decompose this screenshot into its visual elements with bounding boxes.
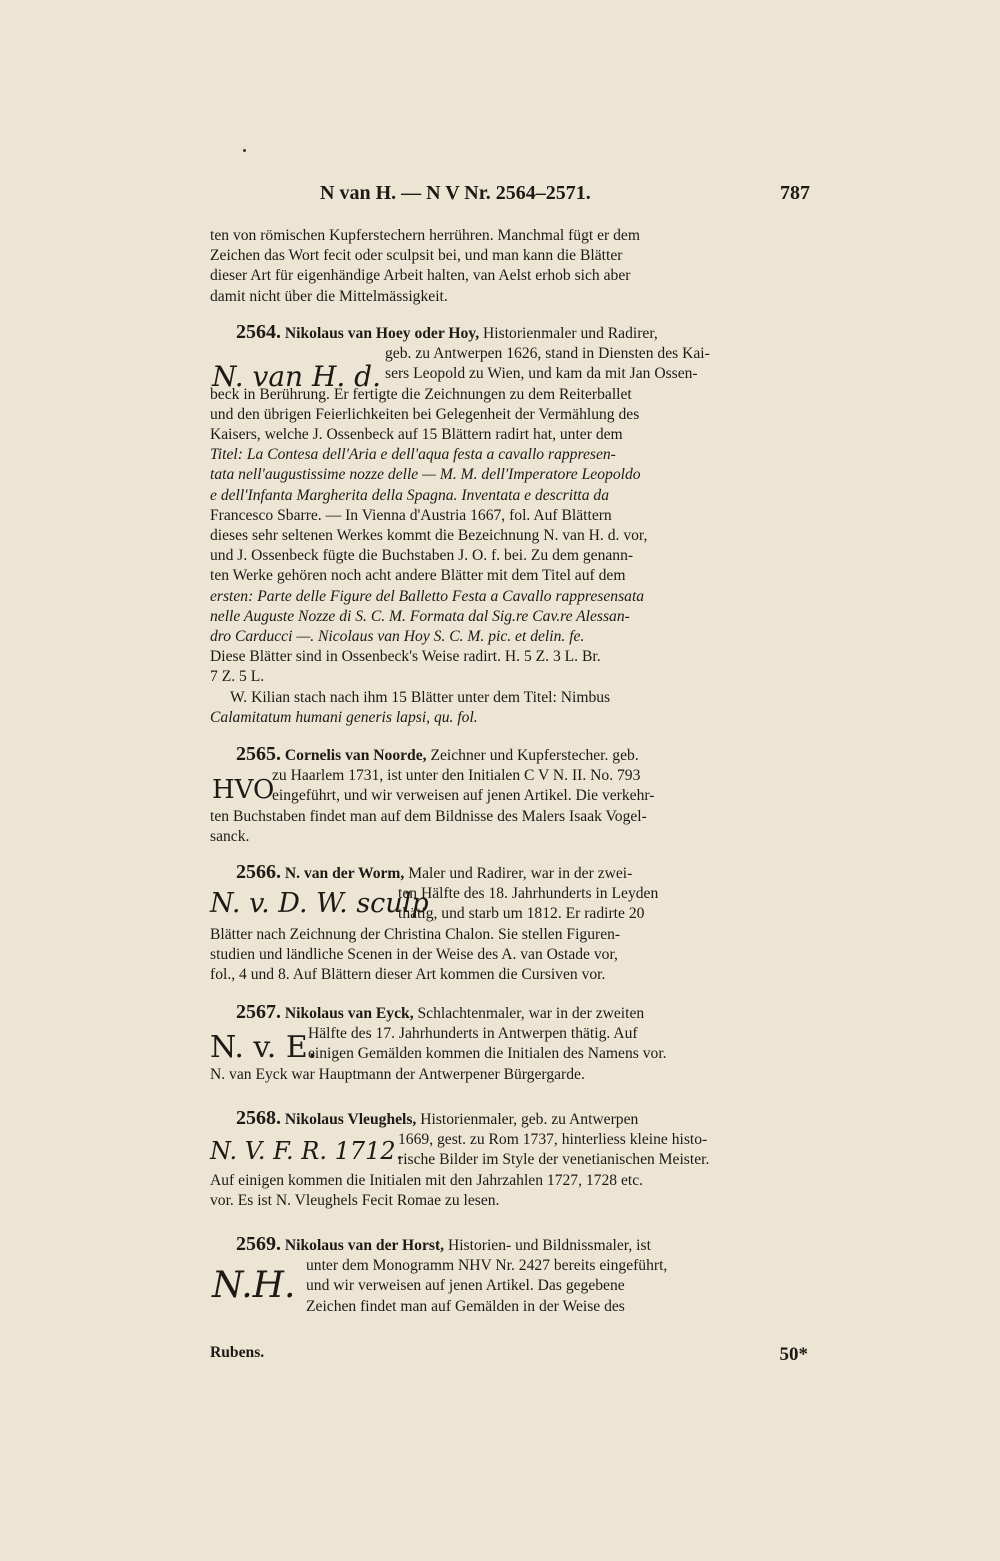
text-line: und den übrigen Feierlichkeiten bei Gelegenheit der Vermählung des xyxy=(210,405,640,423)
text-line: nelle Auguste Nozze di S. C. M. Formata dal Sig.re Cav.re Alessan- xyxy=(210,607,630,625)
entry-name: Nikolaus van Eyck, xyxy=(284,1005,414,1022)
entry-heading xyxy=(210,322,808,344)
text-line: damit nicht über die Mittelmässigkeit. xyxy=(210,287,448,305)
text-line: beck in Berührung. Er fertigte die Zeichnungen zu dem Reiterballet xyxy=(210,385,632,403)
text-line: tata nell'augustissime nozze delle — M. M. dell'Imperatore Leopoldo xyxy=(210,466,641,484)
text-line: vor. Es ist N. Vleughels Fecit Romae zu lesen. xyxy=(210,1191,500,1209)
text-line: einigen Gemälden kommen die Initialen des Namens vor. xyxy=(308,1045,667,1063)
text-line: 7 Z. 5 L. xyxy=(210,668,265,686)
text-line: Diese Blätter sind in Ossenbeck's Weise radirt. H. 5 Z. 3 L. Br. xyxy=(210,648,601,666)
text-line: Zeichen findet man auf Gemälden in der Weise des xyxy=(306,1297,625,1315)
monogram-n-v-f-r-1712: N. V. F. R. 1712. xyxy=(210,1137,404,1165)
entry-2569 xyxy=(210,1234,808,1317)
monogram-n-van-h-d: N. van H. d. xyxy=(212,360,381,393)
entry-name: Nikolaus Vleughels, xyxy=(284,1111,417,1128)
text-line: Historien- und Bildnissmaler, ist xyxy=(447,1237,651,1254)
text-line: Zeichner und Kupferstecher. geb. xyxy=(430,747,639,764)
entry-name: N. van der Worm, xyxy=(284,865,405,882)
text-line: und J. Ossenbeck fügte die Buchstaben J. O. f. bei. Zu dem genann- xyxy=(210,547,634,565)
entry-number: 2565. xyxy=(236,744,281,765)
text-line: Auf einigen kommen die Initialen mit den Jahrzahlen 1727, 1728 etc. xyxy=(210,1171,644,1189)
continued-word: Rubens. xyxy=(210,1344,265,1361)
entry-name: Cornelis van Noorde, xyxy=(284,747,427,764)
text-line: studien und ländliche Scenen in der Weise des A. van Ostade vor, xyxy=(210,945,618,963)
entry-name: Nikolaus van Hoey oder Hoy, xyxy=(284,325,480,342)
text-line: geb. zu Antwerpen 1626, stand in Diensten des Kai- xyxy=(385,345,710,363)
text-line: zu Haarlem 1731, ist unter den Initialen C V N. II. No. 793 xyxy=(272,767,641,785)
entry-heading xyxy=(210,862,808,884)
text-line: W. Kilian stach nach ihm 15 Blätter unter dem Titel: Nimbus xyxy=(230,688,611,706)
text-line: unter dem Monogramm NHV Nr. 2427 bereits eingeführt, xyxy=(306,1257,668,1275)
monogram-n-v-e: N. v. E. xyxy=(210,1030,318,1065)
entry-heading xyxy=(210,744,808,766)
text-line: Blätter nach Zeichnung der Christina Chalon. Sie stellen Figuren- xyxy=(210,925,621,943)
text-line: thätig, und starb um 1812. Er radirte 20 xyxy=(398,905,645,923)
text-line: Hälfte des 17. Jahrhunderts in Antwerpen thätig. Auf xyxy=(308,1025,638,1043)
entry-number: 2569. xyxy=(236,1234,281,1255)
text-line: und wir verweisen auf jenen Artikel. Das gegebene xyxy=(306,1277,625,1295)
text-line: sers Leopold zu Wien, und kam da mit Jan Ossen- xyxy=(385,365,698,383)
monogram-nh: N.H. xyxy=(212,1265,296,1306)
entry-number: 2566. xyxy=(236,862,281,883)
text-line: e dell'Infanta Margherita della Spagna. Inventata e descritta da xyxy=(210,486,610,504)
page-speck xyxy=(243,149,246,152)
page-number: 787 xyxy=(780,182,810,204)
monogram-n-v-d-w-sculp: N. v. D. W. sculp xyxy=(210,888,429,919)
text-line: Titel: La Contesa dell'Aria e dell'aqua festa a cavallo rappresen- xyxy=(210,446,616,464)
text-line: Historienmaler, geb. zu Antwerpen xyxy=(420,1111,639,1128)
text-line: sanck. xyxy=(210,827,250,845)
text-line: eingeführt, und wir verweisen auf jenen Artikel. Die verkehr- xyxy=(272,787,655,805)
text-line: ten Werke gehören noch acht andere Blätter mit dem Titel auf dem xyxy=(210,567,626,585)
text-line: dieser Art für eigenhändige Arbeit halten, van Aelst erhob sich aber xyxy=(210,267,631,285)
text-line: ten Hälfte des 18. Jahrhunderts in Leyden xyxy=(398,885,659,903)
signature-mark: 50* xyxy=(779,1344,808,1365)
entry-number: 2567. xyxy=(236,1002,281,1023)
entry-number: 2564. xyxy=(236,322,281,343)
text-line: dro Carducci —. Nicolaus van Hoy S. C. M. pic. et delin. fe. xyxy=(210,628,585,646)
entry-2565 xyxy=(210,744,808,847)
text-line: Historienmaler und Radirer, xyxy=(483,325,658,342)
intro-paragraph xyxy=(210,226,808,307)
text-line: Calamitatum humani generis lapsi, qu. fol. xyxy=(210,708,478,726)
entry-number: 2568. xyxy=(236,1108,281,1129)
entry-heading xyxy=(210,1108,808,1130)
text-line: Zeichen das Wort fecit oder sculpsit bei, und man kann die Blätter xyxy=(210,247,623,265)
entry-heading xyxy=(210,1234,808,1256)
text-line: ten von römischen Kupferstechern herrühren. Manchmal fügt er dem xyxy=(210,227,640,244)
running-header xyxy=(210,182,810,210)
monogram-hvo: HVO xyxy=(212,775,275,805)
text-line: fol., 4 und 8. Auf Blättern dieser Art kommen die Cursiven vor. xyxy=(210,966,606,984)
entry-heading xyxy=(210,1002,808,1024)
text-line: 1669, gest. zu Rom 1737, hinterliess kleine histo- xyxy=(398,1131,708,1149)
text-line: Maler und Radirer, war in der zwei- xyxy=(408,865,633,882)
text-line: Kaisers, welche J. Ossenbeck auf 15 Blättern radirt hat, unter dem xyxy=(210,426,623,444)
text-line: rische Bilder im Style der venetianischen Meister. xyxy=(398,1151,710,1169)
entry-name: Nikolaus van der Horst, xyxy=(284,1237,445,1254)
header-title: N van H. — N V Nr. 2564–2571. xyxy=(320,182,591,204)
text-line: ten Buchstaben findet man auf dem Bildnisse des Malers Isaak Vogel- xyxy=(210,807,647,825)
text-line: ersten: Parte delle Figure del Balletto Festa a Cavallo rappresensata xyxy=(210,587,645,605)
text-line: N. van Eyck war Hauptmann der Antwerpener Bürgergarde. xyxy=(210,1065,585,1083)
text-line: Francesco Sbarre. — In Vienna d'Austria 1667, fol. Auf Blättern xyxy=(210,506,612,524)
text-line: Schlachtenmaler, war in der zweiten xyxy=(417,1005,645,1022)
entry-2566 xyxy=(210,862,808,985)
text-line: dieses sehr seltenen Werkes kommt die Bezeichnung N. van H. d. vor, xyxy=(210,527,648,545)
